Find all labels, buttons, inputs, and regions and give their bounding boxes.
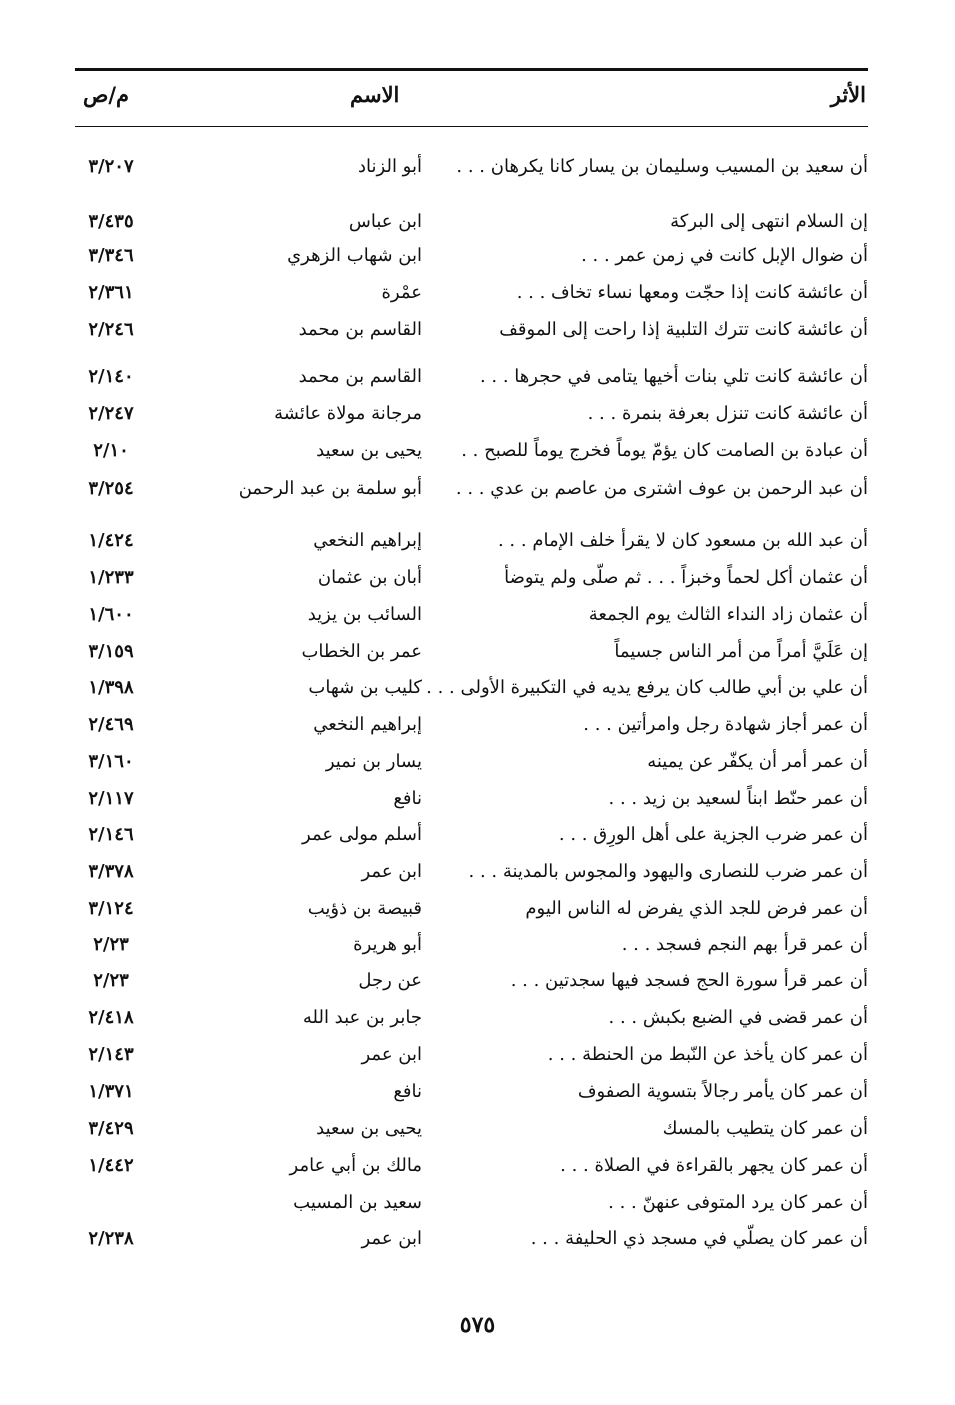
table-row bbox=[75, 963, 868, 999]
athar-text: أن عمر كان يأخذ عن النّبط من الحنطة . . . bbox=[547, 1044, 868, 1065]
narrator-name: يحيى بن سعيد bbox=[316, 1118, 422, 1139]
volume-page-ref: ٢/٣٦١ bbox=[88, 282, 134, 303]
volume-page-ref: ١/٣٧١ bbox=[88, 1081, 134, 1102]
table-row bbox=[75, 927, 868, 963]
athar-text: أن عائشة كانت تترك التلبية إذا راحت إلى الموقف bbox=[499, 319, 868, 340]
page-number: ٥٧٥ bbox=[459, 1312, 496, 1338]
narrator-name: كليب بن شهاب bbox=[308, 677, 422, 698]
athar-text: أن عبادة بن الصامت كان يؤمّ يوماً فخرج يوماً للصبح . . bbox=[461, 440, 868, 461]
volume-page-ref: ١/٤٢٤ bbox=[88, 530, 134, 551]
narrator-name: ابن عباس bbox=[348, 211, 422, 232]
athar-text: أن عمر قرأ بهم النجم فسجد . . . bbox=[621, 934, 868, 955]
narrator-name: ابن عمر bbox=[361, 1044, 422, 1065]
narrator-name: يحيى بن سعيد bbox=[316, 440, 422, 461]
volume-page-ref: ١/٢٣٣ bbox=[88, 567, 134, 588]
athar-text: أن عثمان أكل لحماً وخبزاً . . . ثم صلّى ولم يتوضأ bbox=[504, 567, 868, 588]
volume-page-ref: ١/٦٠٠ bbox=[88, 604, 134, 625]
narrator-name: القاسم بن محمد bbox=[298, 319, 422, 340]
table-row bbox=[75, 359, 868, 395]
narrator-name: أبو الزناد bbox=[358, 156, 422, 177]
narrator-name: جابر بن عبد الله bbox=[302, 1007, 422, 1028]
narrator-name: أبو هريرة bbox=[353, 934, 422, 955]
athar-text: أن عبد الرحمن بن عوف اشترى من عاصم بن عدي . . . bbox=[455, 478, 868, 499]
athar-text: أن عمر أمر أن يكفّر عن يمينه bbox=[647, 751, 868, 772]
athar-text: أن عمر ضرب للنصارى واليهود والمجوس بالمدينة . . . bbox=[468, 861, 868, 882]
narrator-name: إبراهيم النخعي bbox=[313, 530, 422, 551]
athar-text: أن عمر ضرب الجزية على أهل الورِق . . . bbox=[558, 824, 868, 845]
table-row bbox=[75, 744, 868, 780]
volume-page-ref: ٢/٢٤٧ bbox=[88, 403, 134, 424]
volume-page-ref: ٣/٣٧٨ bbox=[88, 861, 134, 882]
table-row bbox=[75, 396, 868, 432]
athar-text: أن علي بن أبي طالب كان يرفع يديه في التكبيرة الأولى . . . bbox=[426, 677, 868, 698]
narrator-name: يسار بن نمير bbox=[325, 751, 422, 772]
narrator-name: مرجانة مولاة عائشة bbox=[274, 403, 422, 424]
athar-text: أن عمر كان يجهر بالقراءة في الصلاة . . . bbox=[560, 1155, 868, 1176]
table-row bbox=[75, 204, 868, 240]
volume-page-ref: ٣/١٦٠ bbox=[88, 751, 134, 772]
table-row bbox=[75, 275, 868, 311]
athar-text: أن عمر كان يرد المتوفى عنهنّ . . . bbox=[608, 1192, 868, 1213]
table-row bbox=[75, 634, 868, 670]
narrator-name: ابن عمر bbox=[361, 1228, 422, 1249]
volume-page-ref: ٣/٤٢٩ bbox=[88, 1118, 134, 1139]
volume-page-ref: ٣/٣٤٦ bbox=[88, 245, 134, 266]
athar-text: أن عمر أجاز شهادة رجل وامرأتين . . . bbox=[583, 714, 868, 735]
athar-text: أن عمر فرض للجد الذي يفرض له الناس اليوم bbox=[525, 898, 868, 919]
narrator-name: مالك بن أبي عامر bbox=[289, 1155, 422, 1176]
athar-text: أن عمر كان يتطيب بالمسك bbox=[662, 1118, 868, 1139]
volume-page-ref: ٢/٢٣ bbox=[93, 934, 129, 955]
volume-page-ref: ٢/٤٦٩ bbox=[88, 714, 134, 735]
table-row bbox=[75, 707, 868, 743]
volume-page-ref: ٢/١٠ bbox=[93, 440, 129, 461]
narrator-name: أبان بن عثمان bbox=[317, 567, 422, 588]
athar-text: أن عمر كان يصلّي في مسجد ذي الحليفة . . . bbox=[530, 1228, 868, 1249]
table-row bbox=[75, 817, 868, 853]
narrator-name: إبراهيم النخعي bbox=[313, 714, 422, 735]
athar-text: أن عثمان زاد النداء الثالث يوم الجمعة bbox=[588, 604, 868, 625]
athar-text: أن عائشة كانت تلي بنات أخيها يتامى في حجرها . . . bbox=[479, 366, 868, 387]
narrator-name: قبيصة بن ذؤيب bbox=[307, 898, 422, 919]
narrator-name: سعيد بن المسيب bbox=[293, 1192, 422, 1213]
table-row bbox=[75, 781, 868, 817]
volume-page-ref: ٢/٢٣٨ bbox=[88, 1228, 134, 1249]
volume-page-ref: ١/٤٤٢ bbox=[88, 1155, 134, 1176]
column-header-ref: م/ص bbox=[83, 82, 130, 107]
narrator-name: نافع bbox=[393, 1081, 422, 1102]
volume-page-ref: ٢/١٤٦ bbox=[88, 824, 134, 845]
column-header-name: الاسم bbox=[350, 82, 400, 107]
athar-text: إن السلام انتهى إلى البركة bbox=[670, 211, 868, 232]
narrator-name: عن رجل bbox=[358, 970, 422, 991]
table-row bbox=[75, 1000, 868, 1036]
narrator-name: نافع bbox=[393, 788, 422, 809]
narrator-name: عمر بن الخطاب bbox=[301, 641, 422, 662]
narrator-name: أسلم مولى عمر bbox=[302, 824, 422, 845]
athar-text: أن عمر قرأ سورة الحج فسجد فيها سجدتين . . . bbox=[510, 970, 868, 991]
volume-page-ref: ٣/١٥٩ bbox=[88, 641, 134, 662]
narrator-name: عمْرة bbox=[381, 282, 422, 303]
narrator-name: ابن شهاب الزهري bbox=[287, 245, 422, 266]
athar-text: أن عائشة كانت إذا حجّت ومعها نساء تخاف . . . bbox=[516, 282, 868, 303]
narrator-name: السائب بن يزيد bbox=[307, 604, 422, 625]
table-row bbox=[75, 471, 868, 507]
volume-page-ref: ٢/١٤٠ bbox=[88, 366, 134, 387]
table-row bbox=[75, 312, 868, 348]
table-row bbox=[75, 1148, 868, 1184]
table-row bbox=[75, 1037, 868, 1073]
narrator-name: أبو سلمة بن عبد الرحمن bbox=[238, 478, 422, 499]
narrator-name: ابن عمر bbox=[361, 861, 422, 882]
volume-page-ref: ٣/١٢٤ bbox=[88, 898, 134, 919]
athar-text: إن عَلَيَّ أمراً من أمر الناس جسيماً bbox=[614, 641, 868, 662]
volume-page-ref: ٢/٢٤٦ bbox=[88, 319, 134, 340]
volume-page-ref: ٣/٢٥٤ bbox=[88, 478, 134, 499]
volume-page-ref: ٢/١٤٣ bbox=[88, 1044, 134, 1065]
athar-text: أن عمر قضى في الضبع بكبش . . . bbox=[608, 1007, 868, 1028]
volume-page-ref: ٣/٢٠٧ bbox=[88, 156, 134, 177]
athar-text: أن عبد الله بن مسعود كان لا يقرأ خلف الإمام . . . bbox=[497, 530, 868, 551]
column-header-athar: الأثر bbox=[830, 82, 866, 107]
table-row bbox=[75, 433, 868, 469]
volume-page-ref: ٢/٤١٨ bbox=[88, 1007, 134, 1028]
athar-text: أن ضوال الإبل كانت في زمن عمر . . . bbox=[581, 245, 868, 266]
table-row bbox=[75, 560, 868, 596]
table-row bbox=[75, 1221, 868, 1257]
volume-page-ref: ٢/١١٧ bbox=[88, 788, 134, 809]
table-row bbox=[75, 1185, 868, 1221]
athar-text: أن سعيد بن المسيب وسليمان بن يسار كانا يكرهان . . . bbox=[456, 156, 868, 177]
table-row bbox=[75, 149, 868, 185]
top-rule bbox=[75, 68, 868, 71]
volume-page-ref: ١/٣٩٨ bbox=[88, 677, 134, 698]
athar-text: أن عمر حنّط ابناً لسعيد بن زيد . . . bbox=[608, 788, 868, 809]
table-row bbox=[75, 1074, 868, 1110]
athar-text: أن عائشة كانت تنزل بعرفة بنمرة . . . bbox=[587, 403, 868, 424]
header-rule bbox=[75, 126, 868, 127]
table-row bbox=[75, 1111, 868, 1147]
table-row bbox=[75, 891, 868, 927]
table-row bbox=[75, 523, 868, 559]
narrator-name: القاسم بن محمد bbox=[298, 366, 422, 387]
volume-page-ref: ٣/٤٣٥ bbox=[88, 211, 134, 232]
table-row bbox=[75, 597, 868, 633]
table-row bbox=[75, 854, 868, 890]
table-row bbox=[75, 670, 868, 706]
volume-page-ref: ٢/٢٣ bbox=[93, 970, 129, 991]
athar-text: أن عمر كان يأمر رجالاً بتسوية الصفوف bbox=[577, 1081, 868, 1102]
table-row bbox=[75, 238, 868, 274]
